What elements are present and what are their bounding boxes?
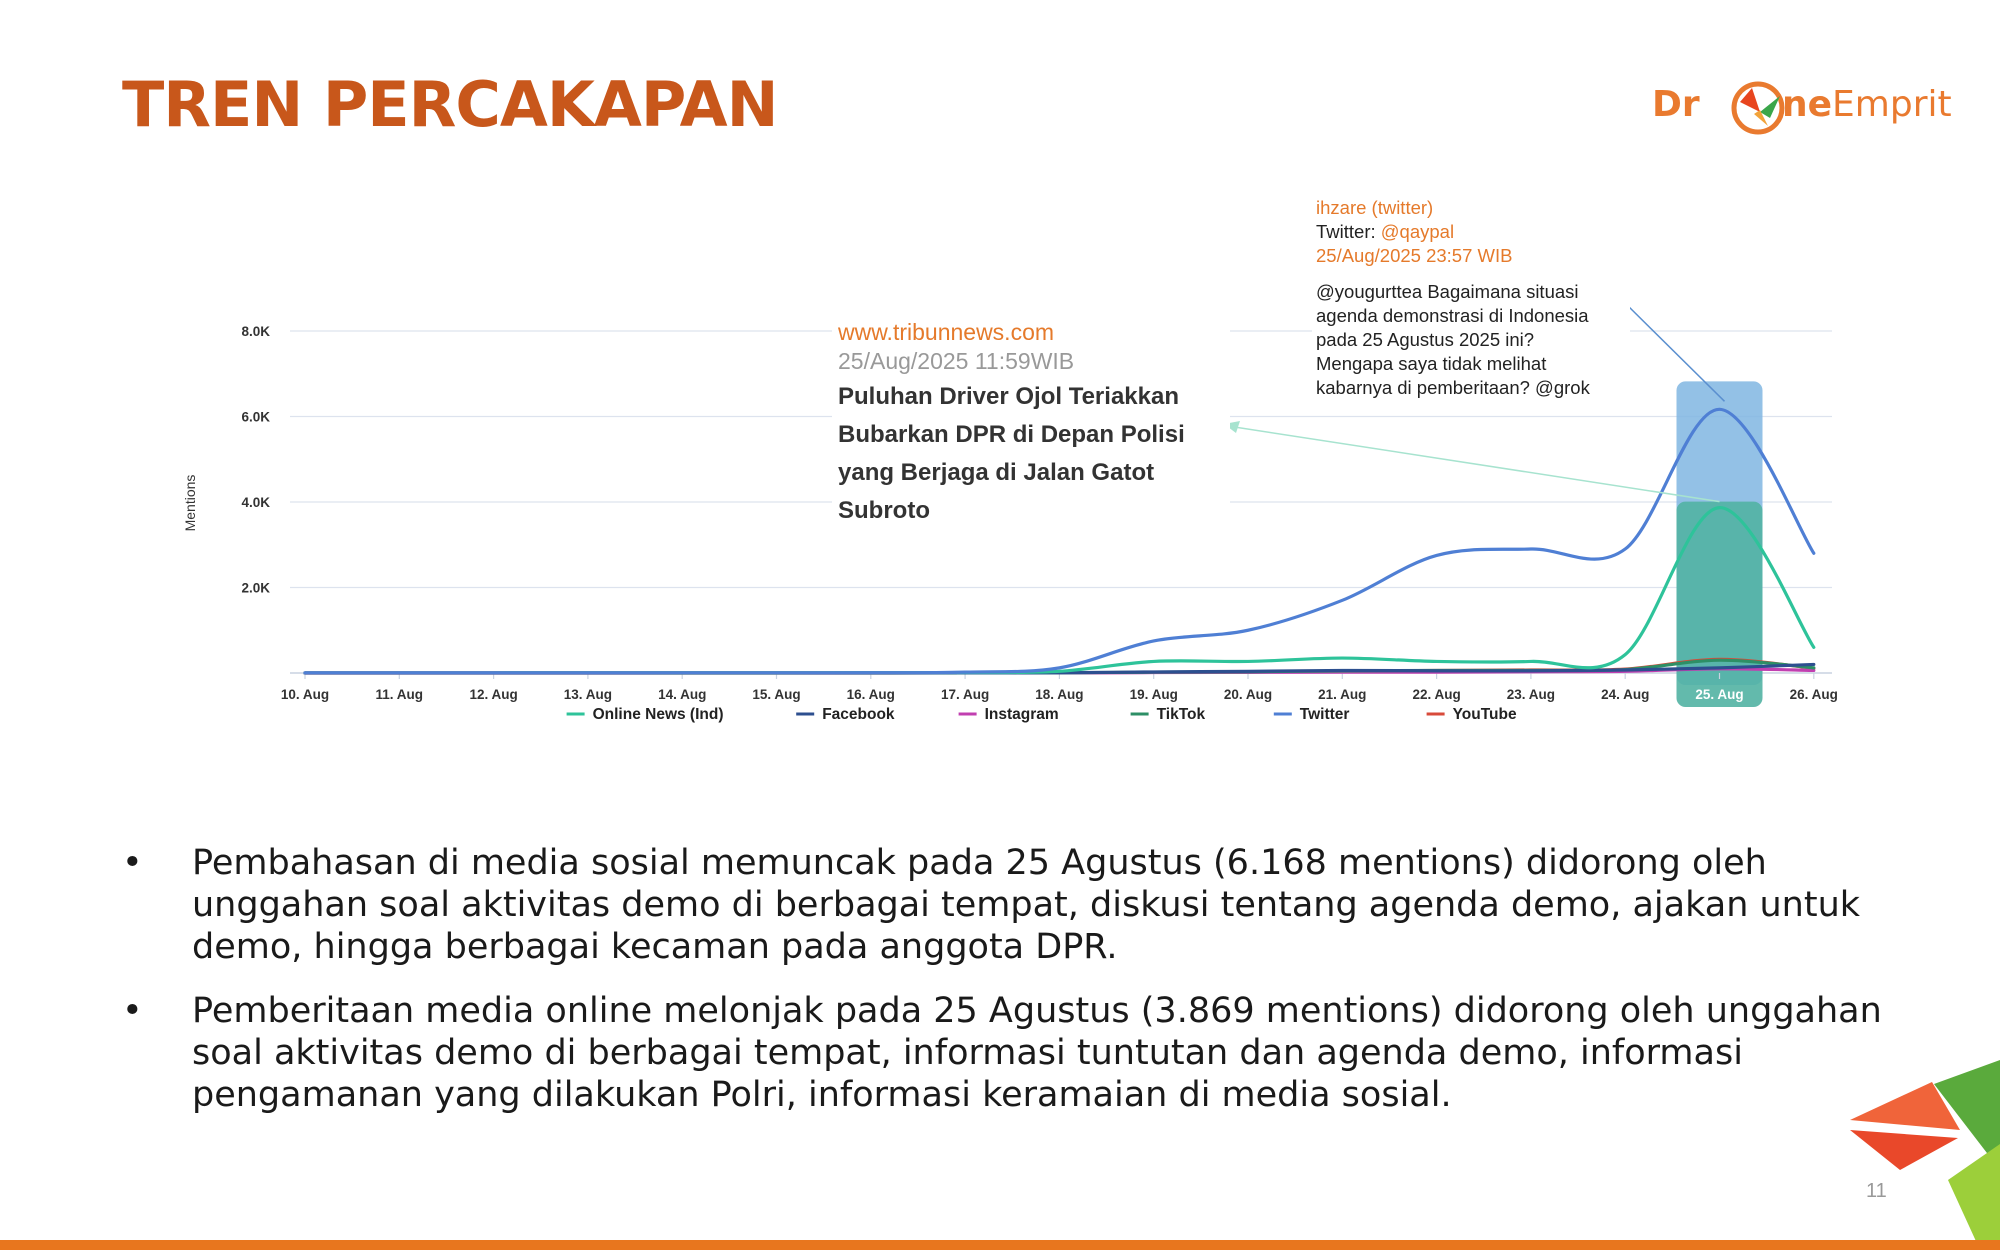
tweet-text-line: pada 25 Agustus 2025 ini? [1316, 329, 1535, 350]
summary-bullets [122, 842, 1882, 1138]
news-headline [838, 378, 1230, 530]
y-tick-label: 6.0K [241, 409, 270, 425]
bottom-accent-bar [0, 1240, 2000, 1250]
x-tick-label: 25. Aug [1695, 687, 1744, 702]
x-tick-label: 16. Aug [846, 687, 895, 702]
tweet-text [1316, 280, 1626, 400]
corner-leaf-decoration-icon [1840, 1040, 2000, 1250]
tweet-platform-label: Twitter: [1316, 221, 1381, 242]
news-callout-line [1228, 426, 1720, 502]
page-title: TREN PERCAKAPAN [122, 68, 778, 141]
news-timestamp: 25/Aug/2025 11:59WIB [838, 348, 1075, 374]
y-tick-label: 8.0K [241, 324, 270, 339]
news-headline-line: yang Berjaga di Jalan Gatot [838, 459, 1155, 486]
news-headline-line: Puluhan Driver Ojol Teriakkan [838, 383, 1179, 410]
bullet-item [122, 842, 1882, 968]
legend-label: Instagram [984, 706, 1059, 723]
x-tick-label: 19. Aug [1129, 687, 1178, 702]
x-tick-label: 24. Aug [1601, 687, 1650, 702]
bullet-text: Pembahasan di media sosial memuncak pada 25 Agustus (6.168 mentions) didorong oleh unggahan soal aktivitas demo di berbagai tempat, diskusi tentang agenda demo, ajakan untuk demo, hingga berbagai kecaman pada anggota DPR. [192, 843, 1861, 967]
tweet-handle: @qaypal [1380, 221, 1455, 242]
series-line-online-news-ind [305, 508, 1814, 673]
tweet-text-line: Mengapa saya tidak melihat [1316, 353, 1547, 374]
logo-text-ne: ne [1782, 84, 1833, 125]
x-tick-label: 14. Aug [658, 687, 707, 702]
y-axis-title: Mentions [182, 474, 198, 532]
logo-text-emprit: Emprit [1832, 84, 1952, 125]
legend-label: TikTok [1156, 706, 1206, 723]
legend-label: Online News (Ind) [592, 706, 724, 723]
news-source: www.tribunnews.com [838, 319, 1055, 345]
logo-text-part1: Dr [1652, 84, 1700, 125]
legend-label: YouTube [1452, 706, 1517, 723]
x-tick-label: 22. Aug [1412, 687, 1461, 702]
tweet-callout-line [1620, 298, 1725, 401]
tweet-text-line: @yougurttea Bagaimana situasi [1316, 281, 1579, 302]
page-number: 11 [1866, 1180, 1887, 1202]
x-tick-label: 17. Aug [940, 687, 990, 702]
legend-label: Facebook [822, 706, 895, 723]
tweet-timestamp: 25/Aug/2025 23:57 WIB [1316, 245, 1513, 266]
tweet-author: ihzare (twitter) [1316, 197, 1434, 218]
legend-label: Twitter [1299, 706, 1350, 723]
x-tick-label: 12. Aug [469, 687, 518, 702]
tweet-text-line: kabarnya di pemberitaan? @grok [1316, 377, 1590, 398]
bullet-dot-icon: • [122, 991, 143, 1031]
x-tick-label: 21. Aug [1318, 687, 1367, 702]
news-headline-line: Bubarkan DPR di Depan Polisi [838, 421, 1185, 448]
bullet-item [122, 990, 1882, 1116]
news-annotation [832, 318, 1230, 523]
x-tick-label: 18. Aug [1035, 687, 1084, 702]
x-tick-label: 15. Aug [752, 687, 801, 702]
y-tick-label: 2.0K [241, 580, 270, 596]
x-tick-label: 20. Aug [1223, 687, 1273, 702]
tweet-platform-row [1316, 220, 1626, 244]
x-tick-label: 11. Aug [375, 687, 424, 702]
news-headline-line: Subroto [838, 497, 930, 524]
bullet-dot-icon: • [122, 843, 143, 883]
x-tick-label: 13. Aug [563, 687, 613, 702]
tweet-annotation [1312, 192, 1630, 408]
x-tick-label: 26. Aug [1789, 687, 1838, 702]
y-tick-label: 4.0K [241, 495, 270, 510]
x-tick-label: 10. Aug [280, 687, 330, 702]
x-tick-label: 23. Aug [1506, 687, 1556, 702]
tweet-text-line: agenda demonstrasi di Indonesia [1316, 305, 1589, 326]
bullet-text: Pemberitaan media online melonjak pada 25 Agustus (3.869 mentions) didorong oleh unggahan soal aktivitas demo di berbagai tempat, informasi tuntutan dan agenda demo, informasi pengamanan yang dilakukan Polri, informasi keramaian di media sosial. [192, 991, 1882, 1115]
